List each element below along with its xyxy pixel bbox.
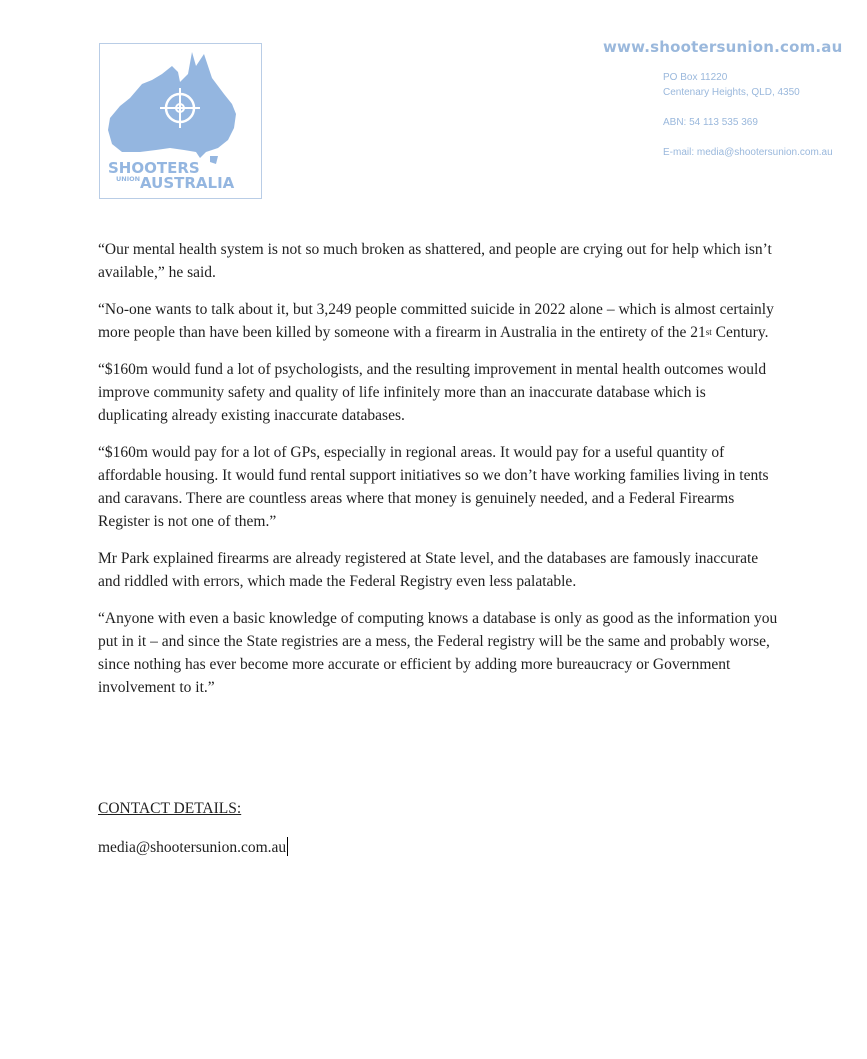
abn: ABN: 54 113 535 369 (663, 117, 758, 128)
po-box: PO Box 11220 (663, 72, 728, 83)
paragraph-2 (98, 298, 778, 344)
website-url: www.shootersunion.com.au (603, 38, 843, 56)
letter-body (98, 238, 778, 713)
ordinal-suffix: st (705, 327, 712, 337)
contact-email[interactable]: media@shootersunion.com.au (98, 839, 287, 856)
paragraph-4: “$160m would pay for a lot of GPs, especially in regional areas. It would pay for a useful quantity of affordable housing. It would fund rental support initiatives so we don’t have working families living in tents and caravans. There are countless areas where that money is genuinely needed, and a Federal Firearms Register is not one of them.” (98, 444, 769, 530)
text-cursor (287, 837, 288, 856)
contact-email-line[interactable] (98, 837, 288, 857)
paragraph-1: “Our mental health system is not so much broken as shattered, and people are crying out for help which isn’t available,” he said. (98, 241, 772, 281)
shooters-union-logo (99, 43, 262, 199)
paragraph-3: “$160m would fund a lot of psychologists, and the resulting improvement in mental health outcomes would improve community safety and quality of life infinitely more than an inaccurate database which is duplicating already existing inaccurate databases. (98, 361, 767, 424)
logo-text-shooters: SHOOTERS (108, 159, 200, 177)
australia-crosshair-icon (100, 44, 263, 200)
contact-heading: CONTACT DETAILS: (98, 800, 242, 817)
paragraph-5: Mr Park explained firearms are already registered at State level, and the databases are famously inaccurate and riddled with errors, which made the Federal Registry even less palatable. (98, 550, 759, 590)
paragraph-6: “Anyone with even a basic knowledge of computing knows a database is only as good as the information you put in it – and since the State registries are a mess, the Federal registry will be the same and probably worse, since nothing has ever become more accurate or efficient by adding more bureaucracy or Government involvement to it.” (98, 610, 778, 696)
paragraph-2-end: Century. (711, 324, 769, 341)
locality: Centenary Heights, QLD, 4350 (663, 87, 800, 98)
logo-text-union: UNION (116, 175, 141, 183)
logo-text-australia: AUSTRALIA (140, 174, 235, 192)
email-line: E-mail: media@shootersunion.com.au (663, 147, 833, 158)
paragraph-2-text: “No-one wants to talk about it, but 3,249 people committed suicide in 2022 alone – which is almost certainly more people than have been killed by someone with a firearm in Australia in the entirety of the 21 (98, 301, 774, 341)
